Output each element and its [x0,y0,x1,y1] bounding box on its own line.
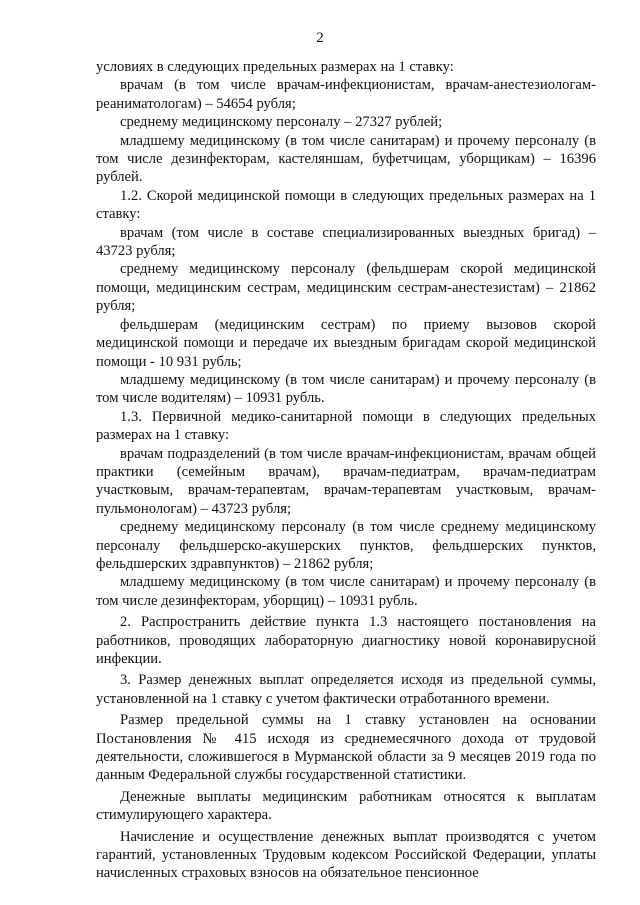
paragraph: врачам подразделений (в том числе врачам-инфекционистам, врачам общей практики (семейным врачам), врачам-педиатрам, врачам-педиатрам участковым, врачам-терапевтам, врачам-терапевтам участковым, врачам-пульмонологам) – 43723 рубля; [96,445,596,517]
document-body [96,58,596,883]
paragraph: среднему медицинскому персоналу (в том числе среднему медицинскому персоналу фельдшерско-акушерских пунктов, фельдшерских пунктов, фельдшерских здравпунктов) – 21862 рубля; [96,519,596,572]
paragraph: Начисление и осуществление денежных выплат производятся с учетом гарантий, установленных Трудовым кодексом Российской Федерации, уплаты начисленных страховых взносов на обязательное пенсионное [96,828,596,882]
paragraph: 3. Размер денежных выплат определяется исходя из предельной суммы, установленной на 1 ставку с учетом фактически отработанного времени. [96,672,596,707]
paragraph: врачам (в том числе врачам-инфекционистам, врачам-анестезиологам-реаниматологам) – 54654 рубля; [96,77,596,112]
paragraph: 2. Распространить действие пункта 1.3 настоящего постановления на работников, проводящих лабораторную диагностику новой коронавирусной инфекции. [96,614,596,667]
paragraph: среднему медицинскому персоналу – 27327 рублей; [120,114,443,131]
paragraph: младшему медицинскому (в том числе санитарам) и прочему персоналу (в том числе водителям) – 10931 рубль. [96,371,596,407]
paragraph: условиях в следующих предельных размерах на 1 ставку: [96,59,454,75]
paragraph: 1.2. Скорой медицинской помощи в следующих предельных размерах на 1 ставку: [96,187,596,223]
paragraph: Денежные выплаты медицинским работникам относятся к выплатам стимулирующего характера. [96,788,596,824]
paragraph: фельдшерам (медицинским сестрам) по приему вызовов скорой медицинской помощи и передаче их выездным бригадам скорой медицинской помощи - 10 931 рубль; [96,316,596,370]
paragraph: младшему медицинскому (в том числе санитарам) и прочему персоналу (в том числе дезинфекторам, кастеляншам, буфетчицам, уборщикам) – 16396 рублей. [96,132,596,186]
page-number: 2 [316,30,324,46]
paragraph: врачам (том числе в составе специализированных выездных бригад) – 43723 рубля; [96,224,596,260]
paragraph: 1.3. Первичной медико-санитарной помощи в следующих предельных размерах на 1 ставку: [96,408,596,444]
paragraph: среднему медицинскому персоналу (фельдшерам скорой медицинской помощи, медицинским сестрам, медицинским сестрам-анестезистам) – 21862 рубля; [96,261,596,315]
paragraph: Размер предельной суммы на 1 ставку установлен на основании Постановления № 415 исходя из среднемесячного дохода от трудовой деятельности, сложившегося в Мурманской области за 9 месяцев 2019 года по данным Федеральной службы государственной статистики. [96,712,596,784]
paragraph: младшему медицинскому (в том числе санитарам) и прочему персоналу (в том числе дезинфекторам, уборщиц) – 10931 рубль. [96,574,596,609]
